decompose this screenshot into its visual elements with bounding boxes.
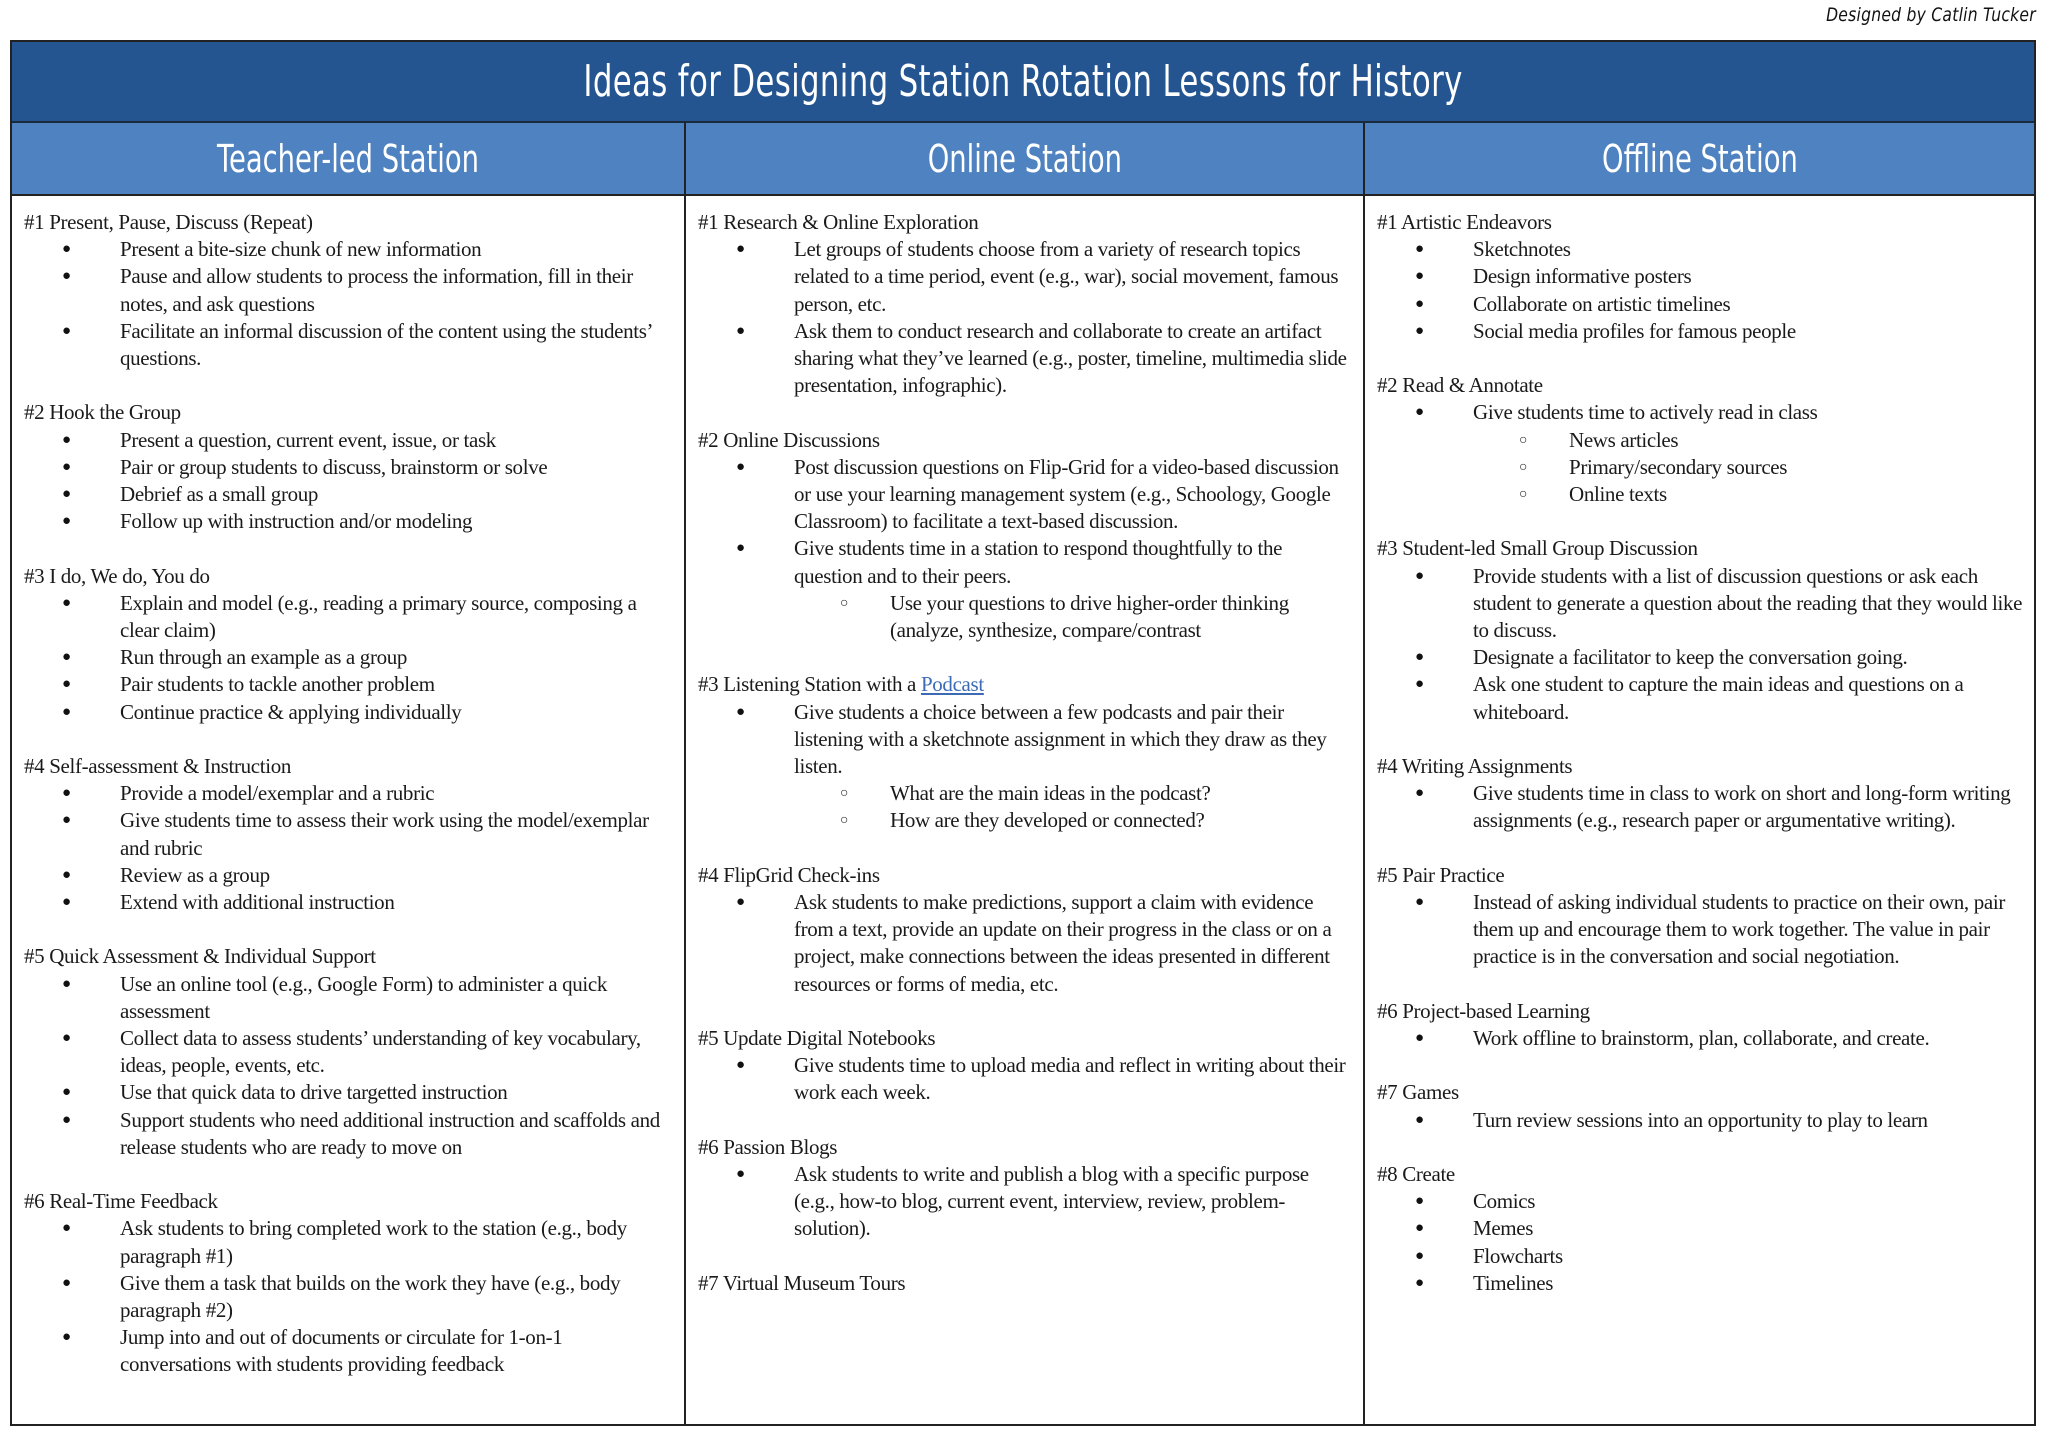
bullet-list: [24, 780, 674, 916]
bullet-item: [24, 318, 674, 372]
bullet-text: Ask students to bring completed work to the station (e.g., body paragraph #1): [120, 1216, 627, 1268]
bullet-item: [1377, 263, 2024, 290]
bullet-item: [24, 481, 674, 508]
idea-title-text: #5 Quick Assessment & Individual Support: [24, 944, 376, 969]
bullet-text: Give students a choice between a few podcasts and pair their listening with a sketchnote assignment in which they draw as they listen.: [794, 699, 1327, 779]
bullet-item: [1377, 671, 2024, 725]
bullet-list: [698, 236, 1353, 399]
sub-bullet-item: [794, 807, 1353, 834]
idea-title: [698, 862, 1353, 889]
sub-bullet-text: Online texts: [1569, 482, 1667, 507]
sub-bullet-text: News articles: [1569, 427, 1679, 452]
bullet-text: Use an online tool (e.g., Google Form) to administer a quick assessment: [120, 971, 607, 1023]
column-header-online: [686, 123, 1365, 194]
station-rotation-table: [10, 40, 2036, 1426]
bullet-text: Explain and model (e.g., reading a primary source, composing a clear claim): [120, 590, 637, 643]
idea-title-text: #6 Passion Blogs: [698, 1134, 838, 1159]
idea-section: [1377, 1079, 2024, 1133]
idea-title: [698, 209, 1353, 236]
bullet-item: [24, 1025, 674, 1079]
column-header-row: [12, 123, 2034, 196]
idea-section: [24, 1188, 674, 1378]
bullet-item: [24, 644, 674, 671]
idea-title: [1377, 998, 2024, 1025]
bullet-list: [698, 699, 1353, 835]
bullet-list: [24, 1215, 674, 1378]
bullet-item: [1377, 1270, 2024, 1297]
bullet-text: Give students time to upload media and reflect in writing about their work each week.: [794, 1053, 1346, 1105]
bullet-item: [24, 1270, 674, 1324]
idea-title-text: #1 Artistic Endeavors: [1377, 210, 1552, 234]
bullet-item: [24, 971, 674, 1025]
bullet-item: [24, 263, 674, 317]
idea-title-text: #3 Student-led Small Group Discussion: [1377, 536, 1698, 561]
idea-title-text: #5 Update Digital Notebooks: [698, 1026, 936, 1051]
idea-title-text: #6 Project-based Learning: [1377, 998, 1590, 1023]
idea-title: [698, 1025, 1353, 1052]
bullet-text: Give students time to actively read in class: [1473, 400, 1818, 425]
bullet-list: [698, 454, 1353, 644]
bullet-text: Designate a facilitator to keep the conversation going.: [1473, 645, 1908, 670]
bullet-item: [24, 590, 674, 644]
bullet-list: [1377, 1025, 2024, 1052]
idea-section: [698, 1270, 1353, 1297]
idea-title-text: #2 Read & Annotate: [1377, 373, 1543, 398]
idea-section: [24, 943, 674, 1161]
idea-title-text: #5 Pair Practice: [1377, 862, 1505, 887]
bullet-list: [24, 236, 674, 372]
bullet-item: [1377, 1188, 2024, 1215]
bullet-item: [24, 862, 674, 889]
idea-title-text: #2 Online Discussions: [698, 427, 880, 452]
bullet-item: [24, 508, 674, 535]
bullet-item: [698, 1161, 1353, 1243]
sub-bullet-item: [1473, 427, 2024, 454]
title-band: [12, 42, 2034, 123]
idea-title: [1377, 1079, 2024, 1106]
bullet-item: [24, 454, 674, 481]
bullet-list: [24, 427, 674, 536]
bullet-item: [1377, 1025, 2024, 1052]
column-offline: [1365, 195, 2034, 1424]
idea-section: [698, 1134, 1353, 1243]
bullet-text: Pair students to tackle another problem: [120, 672, 435, 697]
idea-section: [698, 209, 1353, 399]
bullet-item: [1377, 889, 2024, 971]
bullet-item: [1377, 399, 2024, 508]
bullet-item: [24, 1107, 674, 1161]
bullet-item: [698, 236, 1353, 318]
bullet-text: Ask them to conduct research and collaborate to create an artifact sharing what they’ve learned (e.g., poster, timeline, multimedia slide presentation, infographic).: [794, 318, 1347, 398]
idea-title: [24, 209, 674, 236]
idea-title: [1377, 753, 2024, 780]
idea-title: [24, 1188, 674, 1215]
bullet-list: [1377, 1188, 2024, 1297]
column-header-label: Online Station: [927, 136, 1122, 181]
bullet-item: [24, 889, 674, 916]
idea-section: [1377, 998, 2024, 1052]
bullet-item: [1377, 780, 2024, 834]
idea-title: [698, 671, 1353, 698]
bullet-item: [24, 427, 674, 454]
idea-section: [1377, 862, 2024, 971]
bullet-item: [698, 318, 1353, 400]
bullet-item: [698, 535, 1353, 644]
bullet-list: [1377, 399, 2024, 508]
bullet-text: Give them a task that builds on the work they have (e.g., body paragraph #2): [120, 1270, 621, 1323]
bullet-list: [1377, 780, 2024, 834]
bullet-list: [1377, 236, 2024, 345]
idea-title: [698, 1134, 1353, 1161]
column-online: [686, 195, 1365, 1424]
bullet-item: [1377, 318, 2024, 345]
bullet-item: [24, 1079, 674, 1106]
bullet-text: Provide a model/exemplar and a rubric: [120, 781, 435, 806]
idea-section: [698, 1025, 1353, 1107]
designer-credit: Designed by Catlin Tucker: [1826, 4, 2036, 26]
bullet-text: Turn review sessions into an opportunity to play to learn: [1473, 1107, 1928, 1132]
bullet-item: [1377, 1107, 2024, 1134]
idea-title: [24, 563, 674, 590]
sub-bullet-text: How are they developed or connected?: [890, 808, 1205, 833]
sub-bullet-item: [794, 590, 1353, 644]
bullet-text: Run through an example as a group: [120, 645, 408, 670]
bullet-list: [1377, 1107, 2024, 1134]
bullet-text: Timelines: [1473, 1270, 1554, 1295]
sub-bullet-text: What are the main ideas in the podcast?: [890, 781, 1211, 806]
bullet-text: Post discussion questions on Flip-Grid for a video-based discussion or use your learning management system (e.g., Schoology, Google Classroom) to facilitate a text-based discussion.: [794, 454, 1339, 534]
idea-section: [698, 427, 1353, 645]
idea-section: [1377, 1161, 2024, 1297]
bullet-item: [1377, 291, 2024, 318]
bullet-list: [698, 1161, 1353, 1243]
bullet-text: Instead of asking individual students to practice on their own, pair them up and encourage them to work together. The value in pair practice is in the conversation and social negotiation.: [1473, 890, 2005, 969]
sub-bullet-list: [794, 780, 1353, 834]
bullet-item: [698, 699, 1353, 835]
bullet-item: [1377, 1243, 2024, 1270]
idea-title: [1377, 862, 2024, 889]
bullet-text: Flowcharts: [1473, 1243, 1563, 1268]
bullet-item: [24, 671, 674, 698]
bullet-text: Support students who need additional instruction and scaffolds and release students who are ready to move on: [120, 1107, 660, 1159]
idea-section: [1377, 535, 2024, 725]
idea-title: [1377, 1161, 2024, 1188]
column-header-label: Teacher-led Station: [216, 136, 480, 181]
idea-title-text: #8 Create: [1377, 1162, 1455, 1186]
bullet-text: Pair or group students to discuss, brainstorm or solve: [120, 454, 548, 479]
bullet-item: [24, 1215, 674, 1269]
bullet-text: Collect data to assess students’ understanding of key vocabulary, ideas, people, events, etc.: [120, 1026, 641, 1078]
sub-bullet-item: [1473, 454, 2024, 481]
bullet-text: Ask students to write and publish a blog with a specific purpose (e.g., how-to blog, current event, interview, review, problem-solution).: [794, 1162, 1309, 1241]
idea-title-text: #3 I do, We do, You do: [24, 563, 210, 588]
idea-title-text: #7 Games: [1377, 1080, 1459, 1105]
bullet-text: Provide students with a list of discussion questions or ask each student to generate a question about the reading that they would like to discuss.: [1473, 563, 2023, 643]
idea-title: [24, 753, 674, 780]
idea-section: [24, 209, 674, 372]
bullet-list: [1377, 563, 2024, 726]
bullet-list: [698, 889, 1353, 998]
bullet-text: Ask one student to capture the main ideas and questions on a whiteboard.: [1473, 672, 1964, 724]
idea-section: [1377, 209, 2024, 345]
bullet-list: [24, 590, 674, 726]
bullet-item: [24, 699, 674, 726]
bullet-item: [24, 1324, 674, 1378]
idea-title-text: #4 FlipGrid Check-ins: [698, 862, 880, 887]
bullet-item: [24, 236, 674, 263]
sub-bullet-list: [794, 590, 1353, 644]
bullet-item: [1377, 236, 2024, 263]
sub-bullet-text: Use your questions to drive higher-order thinking (analyze, synthesize, compare/contrast: [890, 590, 1289, 643]
bullet-item: [698, 454, 1353, 536]
podcast-link[interactable]: Podcast: [920, 672, 984, 697]
bullet-item: [1377, 563, 2024, 645]
sub-bullet-item: [794, 780, 1353, 807]
idea-title: [698, 1270, 1353, 1297]
bullet-list: [1377, 889, 2024, 971]
sub-bullet-text: Primary/secondary sources: [1569, 454, 1788, 479]
bullet-text: Social media profiles for famous people: [1473, 318, 1796, 343]
idea-title-text: #4 Self-assessment & Instruction: [24, 754, 292, 779]
bullet-list: [24, 971, 674, 1161]
content-row: [12, 195, 2034, 1424]
bullet-text: Extend with additional instruction: [120, 890, 395, 915]
idea-title: [24, 399, 674, 426]
bullet-item: [698, 889, 1353, 998]
idea-section: [1377, 372, 2024, 508]
bullet-text: Design informative posters: [1473, 264, 1692, 289]
bullet-text: Debrief as a small group: [120, 482, 319, 507]
bullet-text: Work offline to brainstorm, plan, collaborate, and create.: [1473, 1026, 1930, 1051]
bullet-text: Continue practice & applying individually: [120, 699, 462, 724]
column-header-teacher-led: [12, 123, 686, 194]
idea-title-text: #1 Present, Pause, Discuss (Repeat): [24, 210, 313, 234]
idea-section: [24, 753, 674, 916]
idea-section: [698, 671, 1353, 834]
bullet-text: Review as a group: [120, 862, 270, 887]
idea-title: [24, 943, 674, 970]
bullet-text: Pause and allow students to process the information, fill in their notes, and ask questions: [120, 264, 633, 316]
column-header-offline: [1365, 123, 2034, 194]
idea-section: [1377, 753, 2024, 835]
idea-title-text: #7 Virtual Museum Tours: [698, 1270, 906, 1295]
idea-title-text: #1 Research & Online Exploration: [698, 210, 979, 234]
idea-title: [1377, 372, 2024, 399]
bullet-text: Give students time to assess their work using the model/exemplar and rubric: [120, 808, 649, 860]
bullet-text: Memes: [1473, 1216, 1534, 1241]
sub-bullet-list: [1473, 427, 2024, 509]
idea-title: [1377, 209, 2024, 236]
bullet-text: Collaborate on artistic timelines: [1473, 291, 1731, 316]
column-teacher-led: [12, 195, 686, 1424]
bullet-item: [24, 780, 674, 807]
sub-bullet-item: [1473, 481, 2024, 508]
bullet-text: Follow up with instruction and/or modeling: [120, 509, 473, 534]
bullet-text: Give students time in a station to respond thoughtfully to the question and to their peers.: [794, 536, 1283, 588]
page-title: Ideas for Designing Station Rotation Lessons for History: [583, 56, 1463, 107]
idea-title-text: #2 Hook the Group: [24, 400, 181, 425]
bullet-item: [24, 807, 674, 861]
idea-title: [698, 427, 1353, 454]
bullet-text: Jump into and out of documents or circulate for 1-on-1 conversations with students providing feedback: [120, 1325, 563, 1377]
idea-title: [1377, 535, 2024, 562]
bullet-text: Ask students to make predictions, support a claim with evidence from a text, provide an update on their progress in the class or on a project, make connections between the ideas presented in different resources or forms of media, etc.: [794, 890, 1332, 996]
idea-title-text: #6 Real-Time Feedback: [24, 1189, 218, 1214]
idea-title-text: #3 Listening Station with a: [698, 672, 921, 697]
bullet-text: Sketchnotes: [1473, 237, 1571, 262]
idea-section: [24, 399, 674, 535]
bullet-text: Present a question, current event, issue, or task: [120, 427, 496, 452]
bullet-item: [1377, 644, 2024, 671]
idea-section: [698, 862, 1353, 998]
bullet-text: Use that quick data to drive targetted instruction: [120, 1080, 508, 1105]
bullet-text: Give students time in class to work on short and long-form writing assignments (e.g., research paper or argumentative writing).: [1473, 781, 2011, 833]
bullet-text: Facilitate an informal discussion of the content using the students’ questions.: [120, 318, 652, 371]
bullet-item: [698, 1052, 1353, 1106]
bullet-text: Comics: [1473, 1189, 1536, 1214]
bullet-text: Let groups of students choose from a variety of research topics related to a time period, event (e.g., war), social movement, famous person, etc.: [794, 237, 1339, 316]
bullet-text: Present a bite-size chunk of new information: [120, 237, 482, 262]
column-header-label: Offline Station: [1601, 136, 1798, 181]
bullet-list: [698, 1052, 1353, 1106]
idea-title-text: #4 Writing Assignments: [1377, 754, 1573, 779]
idea-section: [24, 563, 674, 726]
bullet-item: [1377, 1215, 2024, 1242]
